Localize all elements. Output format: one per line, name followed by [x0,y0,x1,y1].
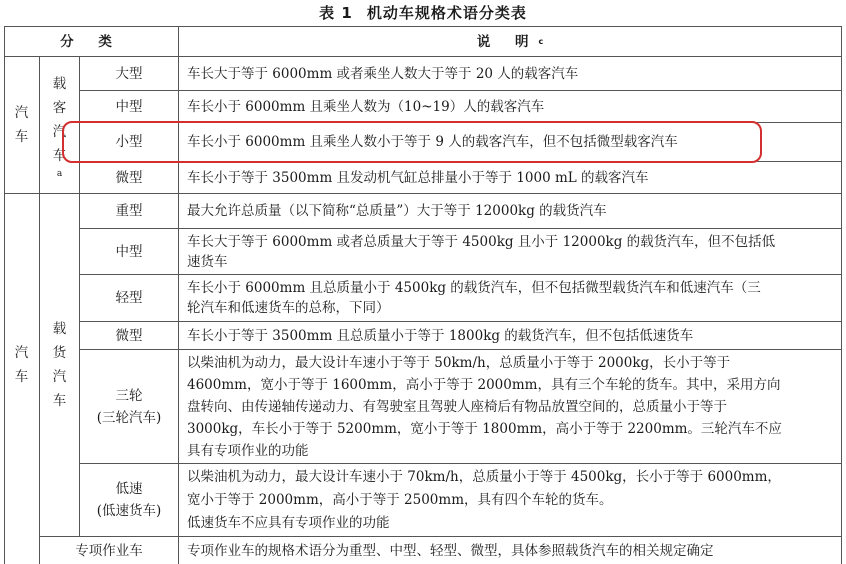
desc-line: 车长小于 6000mm 且乘坐人数为（10~19）人的载客汽车 [187,98,545,115]
type-cell: 中型 [115,243,143,260]
group-car-sub-char: 车 [52,148,67,164]
group-truck-sub-char: 车 [52,393,67,409]
type-cell: 小型 [115,134,143,150]
desc-line: 车长小于等于 3500mm 且发动机气缸总排量小于等于 1000 mL 的载客汽车 [187,169,649,186]
desc-cell [179,537,841,564]
desc-cell [179,162,841,193]
desc-cell [179,322,841,349]
highlight-annotation [62,121,762,163]
group-truck-sub-char: 载 [52,321,67,337]
table-border-right [841,26,842,564]
desc-cell [179,194,841,228]
group-car-main [4,57,39,193]
header-description-label: 说 明 [476,33,539,50]
type-cell: 微型 [115,169,143,186]
header-note-mark: c [538,36,544,46]
desc-cell [179,57,841,90]
group-truck-sub [40,194,79,536]
type-cell-lowspeed [80,464,178,536]
type-cell-label: 三轮 [115,387,143,404]
desc-cell [179,350,841,463]
desc-line: 专项作业车的规格术语分为重型、中型、轻型、微型，具体参照载货汽车的相关规定确定 [187,542,714,559]
type-cell: 大型 [115,65,143,82]
type-cell-threewheel [80,350,178,463]
group-car-sub-char: 客 [52,100,67,116]
desc-cell [179,229,841,274]
header-rule [4,56,842,57]
row-rule [79,321,842,322]
desc-line: 宽小于等于 2000mm，高小于等于 2500mm，具有四个车轮的货车。 [187,491,613,508]
type-cell: 轻型 [115,290,143,306]
row-rule [79,274,842,275]
row-rule [79,349,842,350]
desc-line: 盘转向、由传递轴传递动力、有驾驶室且驾驶人座椅后有物品放置空间的，总质量小于等于 [187,398,727,415]
table-border-left [4,26,5,564]
table-border-top [4,26,842,27]
desc-line: 具有专项作业的功能 [187,442,309,459]
desc-line: 以柴油机为动力，最大设计车速小于等于 50km/h，总质量小于等于 2000kg，长小于等于 [187,354,731,371]
group-car-main-char: 车 [14,129,29,145]
table-title [0,2,846,24]
column-rule [178,26,179,564]
group-rule [4,193,842,194]
type-cell-sublabel: (三轮汽车) [96,409,162,426]
desc-line: 速货车 [187,253,228,270]
type-cell: 中型 [115,98,143,115]
row-rule [79,463,842,464]
desc-line: 以柴油机为动力，最大设计车速小于 70km/h，总质量小于等于 4500kg，长小于等于 6000mm， [187,468,781,485]
type-cell: 重型 [115,203,143,219]
desc-line: 车长小于等于 3500mm 且总质量小于等于 1800kg 的载货汽车，但不包括低速货车 [187,327,694,344]
desc-line: 轮汽车和低速货车的总称，下同） [187,300,390,316]
desc-cell [179,275,841,321]
type-cell-sublabel: (低速货车) [96,503,162,519]
group-car-sub-char: 汽 [52,124,67,140]
desc-line: 车长大于等于 6000mm 或者乘坐人数大于等于 20 人的载客汽车 [187,65,579,82]
type-cell-special: 专项作业车 [75,542,143,559]
desc-line: 4600mm，宽小于等于 1600mm，高小于等于 2000mm，具有三个车轮的货车。其中，采用方向 [187,376,781,393]
column-rule [39,56,40,564]
desc-line: 车长小于 6000mm 且总质量小于 4500kg 的载货汽车，但不包括微型载货汽车和低速汽车（三 [187,280,761,296]
desc-cell [179,464,841,536]
type-cell-label: 低速 [115,481,143,497]
table-title-text: 机动车规格术语分类表 [366,4,527,22]
desc-line: 最大允许总质量（以下简称“总质量”）大于等于 12000kg 的载货汽车 [187,203,607,219]
type-cell: 微型 [115,327,143,344]
group-truck-main [4,194,39,536]
group-rule [40,536,842,537]
table-number: 表 1 [319,4,353,22]
header-category-label: 分 类 [60,33,122,50]
group-truck-sub-char: 汽 [52,369,67,385]
header-category [4,27,178,56]
group-car-main-char: 汽 [14,105,29,121]
group-truck-main-char: 车 [14,369,29,385]
desc-line: 车长大于等于 6000mm 或者总质量大于等于 4500kg 且小于 12000kg 的载货汽车，但不包括低 [187,233,776,250]
group-truck-sub-char: 货 [52,345,67,361]
group-car-sub-note: a [56,169,63,179]
row-rule [79,228,842,229]
row-rule [79,90,842,91]
desc-cell [179,91,841,122]
group-truck-main-char: 汽 [14,345,29,361]
desc-line: 3000kg，车长小于等于 5200mm，宽小于等于 1800mm，高小于等于 2200mm。三轮汽车不应 [187,420,782,437]
group-car-sub-char: 载 [52,76,67,92]
desc-line: 车长小于 6000mm 且乘坐人数小于等于 9 人的载客汽车，但不包括微型载客汽车 [187,134,678,150]
desc-line: 低速货车不应具有专项作业的功能 [187,514,390,531]
header-description [179,27,841,56]
